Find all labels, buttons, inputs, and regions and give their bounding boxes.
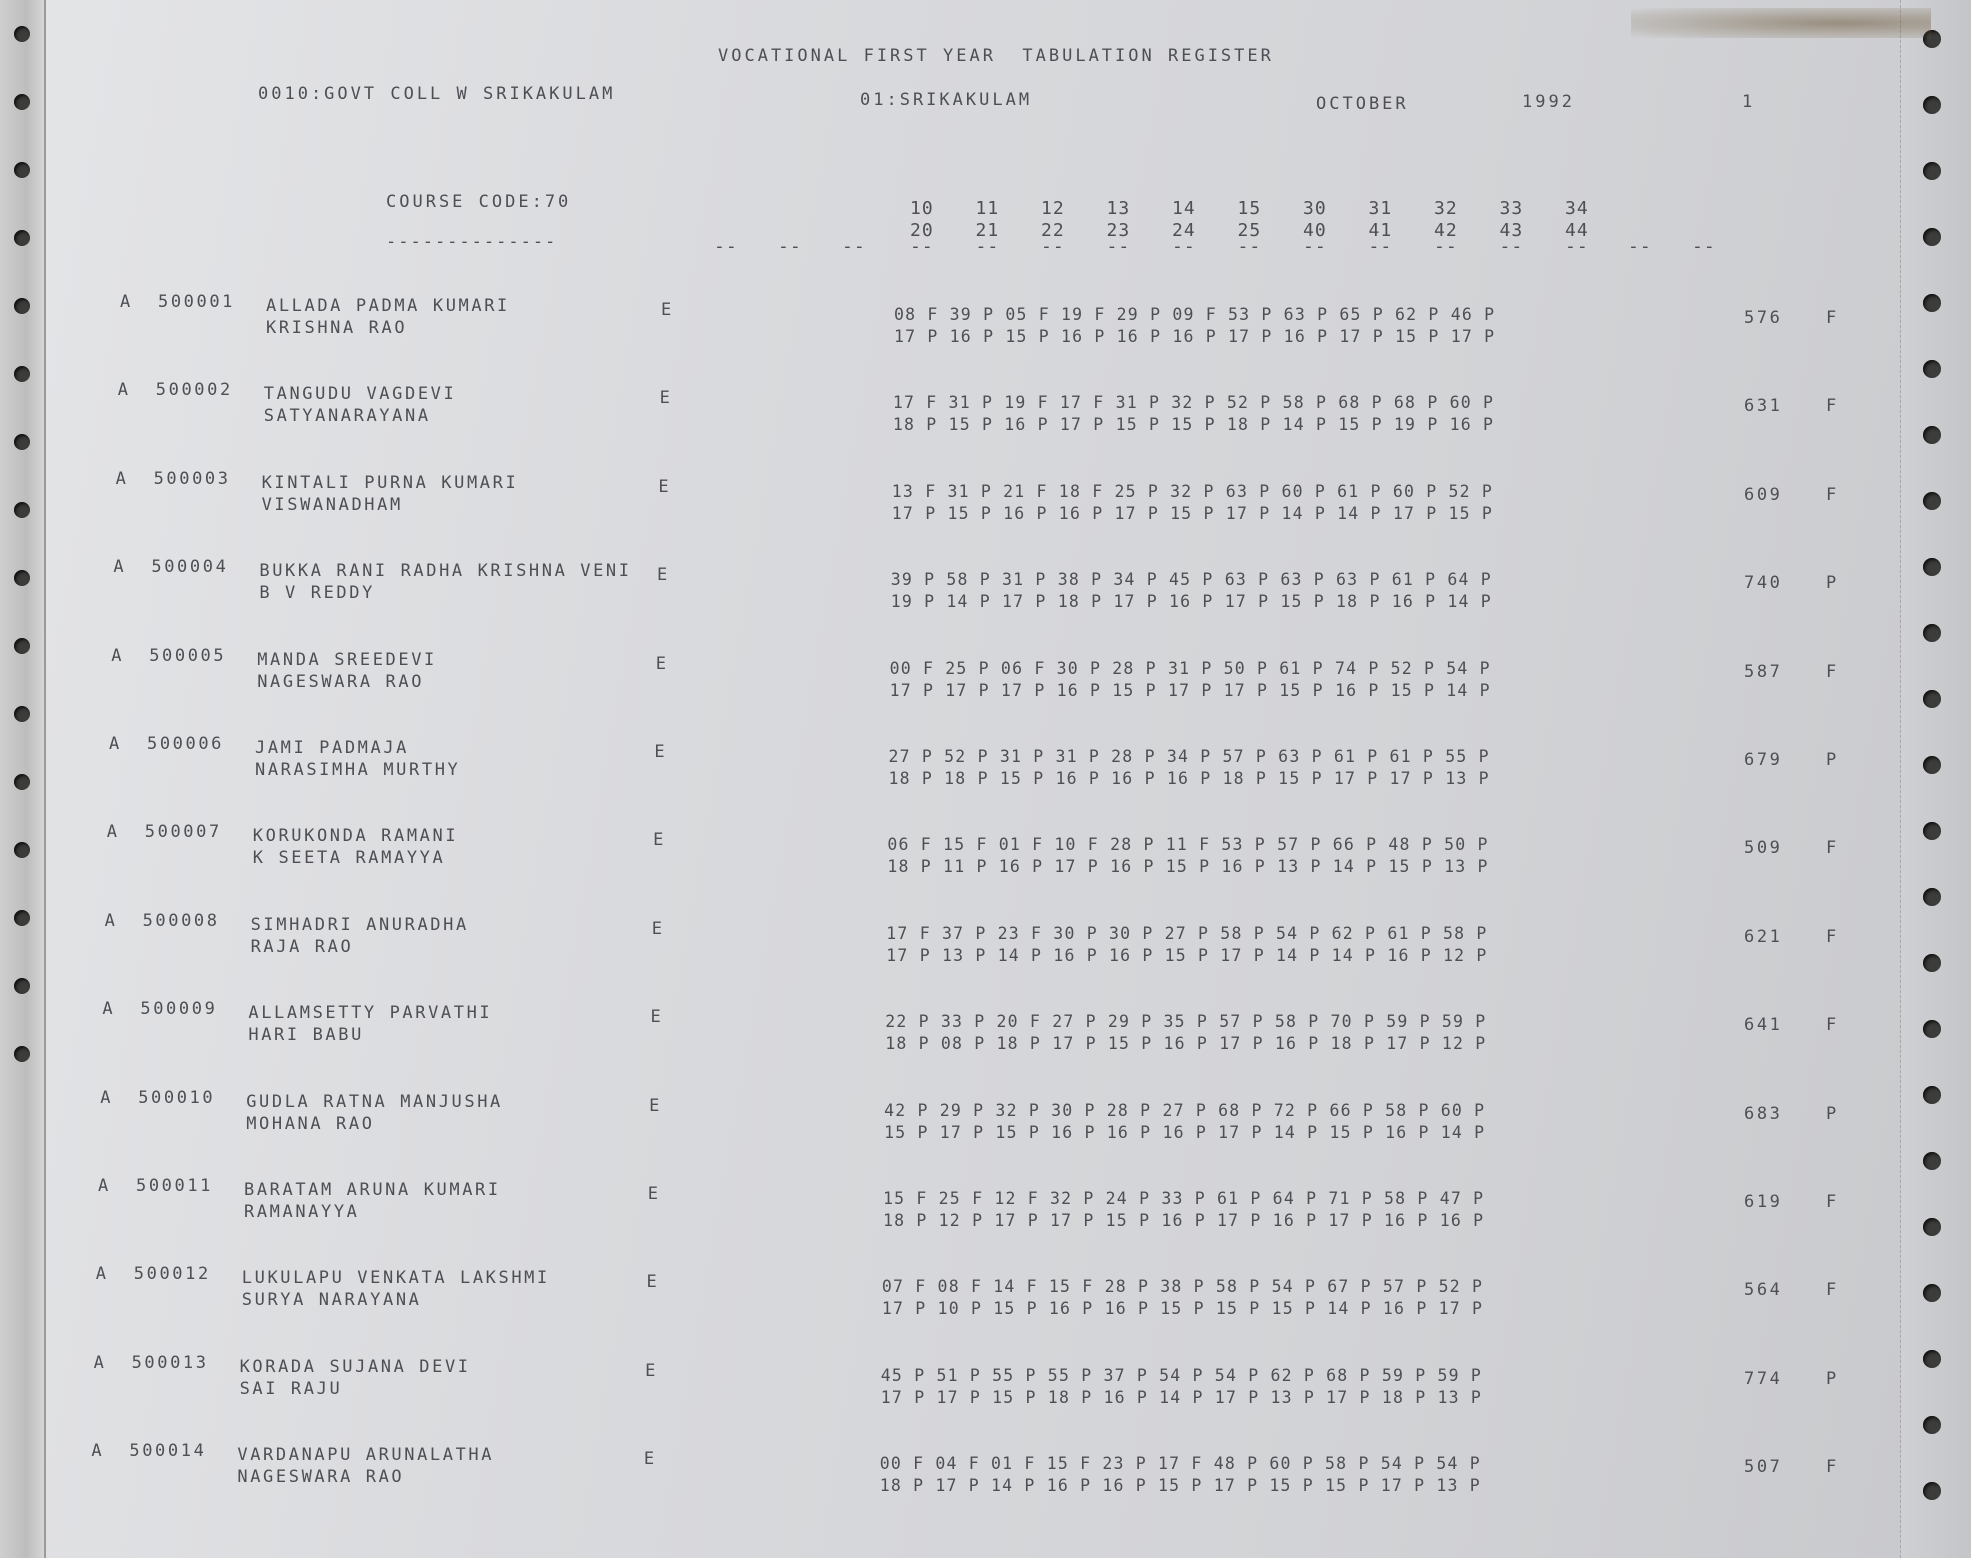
student-row: [0, 557, 1971, 627]
marks-line-2: 18 P 12 P 17 P 17 P 15 P 16 P 17 P 16 P 17 P 16 P 16 P: [883, 1211, 1485, 1230]
header-dash: --: [842, 236, 866, 257]
marks-line-2: 15 P 17 P 15 P 16 P 16 P 16 P 17 P 14 P 15 P 16 P 14 P: [884, 1122, 1486, 1142]
roll-number: 500006: [147, 734, 225, 754]
student-name: JAMI PADMAJA: [255, 738, 410, 758]
medium-code: E: [657, 565, 670, 586]
subject-code-bottom: 44: [1565, 220, 1589, 241]
parent-name: SURYA NARAYANA: [241, 1290, 422, 1311]
result-status: F: [1826, 1280, 1839, 1301]
subject-code-bottom: 43: [1499, 220, 1524, 241]
marks-line-1: 06 F 15 F 01 F 10 F 28 P 11 F 53 P 57 P 66 P 48 P 50 P: [887, 835, 1489, 855]
marks-line-2: 17 P 13 P 14 P 16 P 16 P 15 P 17 P 14 P 14 P 16 P 12 P: [886, 945, 1488, 965]
header-dash: --: [1628, 236, 1652, 257]
header-dash: --: [975, 236, 1000, 257]
marks-line-2: 18 P 15 P 16 P 17 P 15 P 15 P 18 P 14 P 15 P 19 P 16 P: [892, 415, 1495, 435]
student-name: VARDANAPU ARUNALATHA: [237, 1445, 495, 1466]
marks-line-2: 18 P 17 P 14 P 16 P 16 P 15 P 17 P 15 P 15 P 17 P 13 P: [879, 1476, 1481, 1496]
paper-stain: [1631, 8, 1931, 38]
student-name: KORUKONDA RAMANI: [252, 826, 459, 847]
student-name: GUDLA RATNA MANJUSHA: [246, 1091, 503, 1112]
marks-line-2: 19 P 14 P 17 P 18 P 17 P 16 P 17 P 15 P 18 P 16 P 14 P: [890, 592, 1492, 612]
parent-name: B V REDDY: [259, 583, 375, 604]
binding-hole: [14, 230, 30, 246]
parent-name: MOHANA RAO: [246, 1113, 375, 1134]
result-status: F: [1826, 1192, 1839, 1212]
result-status: F: [1826, 1457, 1839, 1478]
result-status: P: [1826, 750, 1839, 770]
subject-code-top: 34: [1565, 198, 1589, 219]
marks-line-2: 17 P 17 P 17 P 16 P 15 P 17 P 17 P 15 P 16 P 15 P 14 P: [889, 680, 1491, 700]
student-row: [0, 380, 1971, 450]
binding-hole: [14, 162, 30, 178]
total-marks: 507: [1744, 1457, 1783, 1478]
student-category: A: [106, 822, 120, 843]
roll-number: 500011: [136, 1176, 214, 1196]
total-marks: 641: [1744, 1015, 1783, 1036]
student-category: A: [109, 734, 122, 754]
binding-hole: [14, 94, 30, 110]
student-category: A: [115, 468, 129, 489]
marks-line-1: 45 P 51 P 55 P 55 P 37 P 54 P 54 P 62 P 68 P 59 P 59 P: [880, 1365, 1483, 1385]
student-category: A: [120, 292, 133, 312]
student-category: A: [117, 380, 131, 401]
student-name: LUKULAPU VENKATA LAKSHMI: [241, 1268, 550, 1289]
total-marks: 587: [1744, 661, 1783, 682]
marks-line-1: 27 P 52 P 31 P 31 P 28 P 34 P 57 P 63 P 61 P 61 P 55 P: [888, 747, 1490, 766]
subject-code-bottom: 20: [910, 220, 934, 241]
student-category: A: [111, 645, 125, 666]
roll-number: 500009: [140, 999, 218, 1020]
parent-name: SAI RAJU: [239, 1378, 343, 1399]
subject-code-bottom: 25: [1237, 220, 1262, 241]
student-category: A: [100, 1087, 114, 1108]
result-status: F: [1826, 926, 1839, 947]
parent-name: NAGESWARA RAO: [257, 671, 425, 692]
binding-hole: [14, 26, 30, 42]
tractor-hole: [1923, 96, 1941, 114]
subject-code-top: 33: [1499, 198, 1524, 219]
medium-code: E: [650, 1007, 664, 1028]
total-marks: 774: [1744, 1368, 1783, 1389]
student-row: [0, 1441, 1971, 1511]
student-category: A: [113, 557, 127, 578]
parent-name: NARASIMHA MURTHY: [255, 760, 461, 780]
student-row: [0, 1088, 1971, 1158]
roll-number: 500007: [144, 822, 222, 843]
roll-number: 500010: [138, 1087, 216, 1108]
roll-number: 500014: [129, 1441, 207, 1462]
marks-line-2: 17 P 15 P 16 P 16 P 17 P 15 P 17 P 14 P 14 P 17 P 15 P: [891, 503, 1494, 523]
student-name: TANGUDU VAGDEVI: [263, 384, 457, 405]
parent-name: K SEETA RAMAYYA: [252, 848, 446, 869]
student-name: KINTALI PURNA KUMARI: [261, 472, 519, 493]
medium-code: E: [655, 653, 669, 674]
student-name: BARATAM ARUNA KUMARI: [244, 1180, 501, 1200]
subject-code-top: 12: [1041, 198, 1065, 219]
marks-line-1: 00 F 25 P 06 F 30 P 28 P 31 P 50 P 61 P 74 P 52 P 54 P: [889, 658, 1491, 678]
total-marks: 619: [1744, 1192, 1783, 1212]
subject-code-top: 15: [1237, 198, 1262, 219]
medium-code: E: [653, 830, 666, 851]
subject-code-top: 30: [1303, 198, 1327, 219]
total-marks: 631: [1744, 396, 1783, 417]
student-row: [0, 999, 1971, 1069]
header-dash: --: [910, 236, 934, 257]
parent-name: RAMANAYYA: [244, 1202, 360, 1222]
student-name: MANDA SREEDEVI: [257, 649, 437, 670]
subject-code-bottom: 41: [1368, 220, 1393, 241]
register-title: VOCATIONAL FIRST YEAR TABULATION REGISTER: [718, 46, 1274, 66]
result-status: F: [1826, 396, 1839, 417]
subject-code-bottom: 42: [1434, 220, 1458, 241]
result-status: P: [1826, 1103, 1839, 1124]
total-marks: 679: [1744, 750, 1783, 770]
marks-line-1: 42 P 29 P 32 P 30 P 28 P 27 P 68 P 72 P 66 P 58 P 60 P: [884, 1100, 1486, 1120]
marks-line-2: 18 P 18 P 15 P 16 P 16 P 16 P 18 P 15 P 17 P 17 P 13 P: [888, 769, 1490, 788]
parent-name: HARI BABU: [248, 1025, 364, 1046]
result-status: F: [1826, 1015, 1839, 1036]
subject-code-top: 31: [1368, 198, 1393, 219]
header-dash: --: [778, 236, 802, 257]
student-row: [0, 1176, 1971, 1246]
district-name: 01:SRIKAKULAM: [860, 90, 1033, 110]
parent-name: RAJA RAO: [250, 936, 354, 957]
roll-number: 500008: [142, 910, 220, 931]
tractor-hole: [1923, 162, 1941, 180]
parent-name: VISWANADHAM: [261, 494, 403, 515]
student-name: ALLAMSETTY PARVATHI: [248, 1003, 493, 1024]
roll-number: 500001: [158, 292, 236, 312]
total-marks: 576: [1744, 308, 1783, 328]
header-dash: --: [1172, 236, 1196, 257]
subject-code-top: 10: [910, 198, 934, 219]
student-row: [0, 469, 1971, 539]
result-status: F: [1826, 308, 1839, 328]
medium-code: E: [645, 1360, 658, 1381]
roll-number: 500013: [131, 1352, 209, 1373]
tractor-hole: [1923, 360, 1941, 378]
subject-code-bottom: 40: [1303, 220, 1327, 241]
student-row: [0, 1353, 1971, 1423]
result-status: P: [1826, 1368, 1839, 1389]
student-category: A: [104, 910, 118, 931]
medium-code: E: [661, 300, 674, 320]
college-name: 0010:GOVT COLL W SRIKAKULAM: [258, 84, 616, 104]
student-row: [0, 734, 1971, 804]
result-status: F: [1826, 661, 1839, 682]
header-dash: --: [1692, 236, 1716, 257]
medium-code: E: [643, 1449, 657, 1470]
student-category: A: [91, 1441, 105, 1462]
tractor-hole: [1923, 228, 1941, 246]
course-code: COURSE CODE:70: [386, 192, 572, 212]
student-category: A: [102, 999, 116, 1020]
subject-code-top: 32: [1434, 198, 1458, 219]
header-dash: --: [1041, 236, 1065, 257]
subject-code-bottom: 22: [1041, 220, 1065, 241]
marks-line-1: 22 P 33 P 20 F 27 P 29 P 35 P 57 P 58 P 70 P 59 P 59 P: [885, 1012, 1487, 1032]
result-status: P: [1826, 573, 1839, 594]
student-name: BUKKA RANI RADHA KRISHNA VENI: [259, 561, 632, 582]
total-marks: 564: [1744, 1280, 1783, 1301]
header-dash: --: [1237, 236, 1262, 257]
marks-line-1: 17 F 37 P 23 F 30 P 30 P 27 P 58 P 54 P 62 P 61 P 58 P: [886, 923, 1488, 943]
marks-line-2: 17 P 16 P 15 P 16 P 16 P 16 P 17 P 16 P 17 P 15 P 17 P: [894, 327, 1496, 346]
roll-number: 500004: [151, 557, 229, 578]
course-code-underline: --------------: [386, 232, 558, 252]
exam-month: OCTOBER: [1316, 94, 1409, 114]
medium-code: E: [647, 1184, 661, 1204]
marks-line-1: 00 F 04 F 01 F 15 F 23 P 17 F 48 P 60 P 58 P 54 P 54 P: [879, 1454, 1481, 1474]
medium-code: E: [654, 742, 668, 762]
student-row: [0, 822, 1971, 892]
roll-number: 500005: [149, 645, 227, 666]
header-dash: --: [1106, 236, 1131, 257]
marks-line-1: 07 F 08 F 14 F 15 F 28 P 38 P 58 P 54 P 67 P 57 P 52 P: [881, 1277, 1484, 1297]
student-category: A: [93, 1352, 107, 1373]
header-dash: --: [1499, 236, 1524, 257]
medium-code: E: [651, 918, 665, 939]
total-marks: 509: [1744, 838, 1783, 859]
marks-line-2: 17 P 17 P 15 P 18 P 16 P 14 P 17 P 13 P 17 P 18 P 13 P: [880, 1387, 1483, 1407]
header-dash: --: [714, 236, 738, 257]
result-status: F: [1826, 838, 1839, 859]
marks-line-1: 13 F 31 P 21 F 18 F 25 P 32 P 63 P 60 P 61 P 60 P 52 P: [891, 481, 1494, 501]
roll-number: 500012: [133, 1264, 211, 1285]
medium-code: E: [658, 476, 672, 497]
exam-year: 1992: [1522, 92, 1575, 112]
student-row: [0, 292, 1971, 362]
subject-code-bottom: 24: [1172, 220, 1196, 241]
total-marks: 609: [1744, 484, 1783, 505]
student-category: A: [95, 1264, 109, 1285]
student-category: A: [98, 1176, 111, 1196]
roll-number: 500002: [155, 380, 233, 401]
student-row: [0, 1264, 1971, 1334]
parent-name: KRISHNA RAO: [266, 318, 408, 338]
parent-name: SATYANARAYANA: [263, 406, 431, 427]
student-row: [0, 911, 1971, 981]
marks-line-1: 17 F 31 P 19 F 17 F 31 P 32 P 52 P 58 P 68 P 68 P 60 P: [892, 393, 1495, 413]
marks-line-1: 08 F 39 P 05 F 19 F 29 P 09 F 53 P 63 P 65 P 62 P 46 P: [894, 305, 1496, 324]
header-dash: --: [1368, 236, 1393, 257]
subject-code-top: 13: [1106, 198, 1131, 219]
student-row: [0, 646, 1971, 716]
parent-name: NAGESWARA RAO: [237, 1467, 405, 1488]
total-marks: 740: [1744, 573, 1783, 594]
medium-code: E: [646, 1272, 660, 1293]
header-dash: --: [1434, 236, 1458, 257]
student-name: SIMHADRI ANURADHA: [250, 914, 469, 935]
medium-code: E: [649, 1095, 662, 1116]
subject-code-bottom: 21: [975, 220, 1000, 241]
total-marks: 621: [1744, 926, 1783, 947]
marks-line-1: 39 P 58 P 31 P 38 P 34 P 45 P 63 P 63 P 63 P 61 P 64 P: [890, 570, 1492, 590]
header-dash: --: [1303, 236, 1327, 257]
subject-code-top: 11: [975, 198, 1000, 219]
subject-code-top: 14: [1172, 198, 1196, 219]
header-dash: --: [1565, 236, 1589, 257]
marks-line-2: 18 P 11 P 16 P 17 P 16 P 15 P 16 P 13 P 14 P 15 P 13 P: [887, 857, 1489, 877]
medium-code: E: [659, 388, 673, 409]
result-status: F: [1826, 484, 1839, 505]
roll-number: 500003: [153, 468, 231, 489]
student-name: KORADA SUJANA DEVI: [239, 1356, 471, 1377]
marks-line-2: 17 P 10 P 15 P 16 P 16 P 15 P 15 P 15 P 14 P 16 P 17 P: [881, 1299, 1484, 1319]
total-marks: 683: [1744, 1103, 1783, 1124]
marks-line-2: 18 P 08 P 18 P 17 P 15 P 16 P 17 P 16 P 18 P 17 P 12 P: [885, 1034, 1487, 1054]
marks-line-1: 15 F 25 F 12 F 32 P 24 P 33 P 61 P 64 P 71 P 58 P 47 P: [883, 1189, 1485, 1208]
student-name: ALLADA PADMA KUMARI: [266, 296, 510, 316]
page-number: 1: [1742, 92, 1756, 112]
subject-code-bottom: 23: [1106, 220, 1131, 241]
